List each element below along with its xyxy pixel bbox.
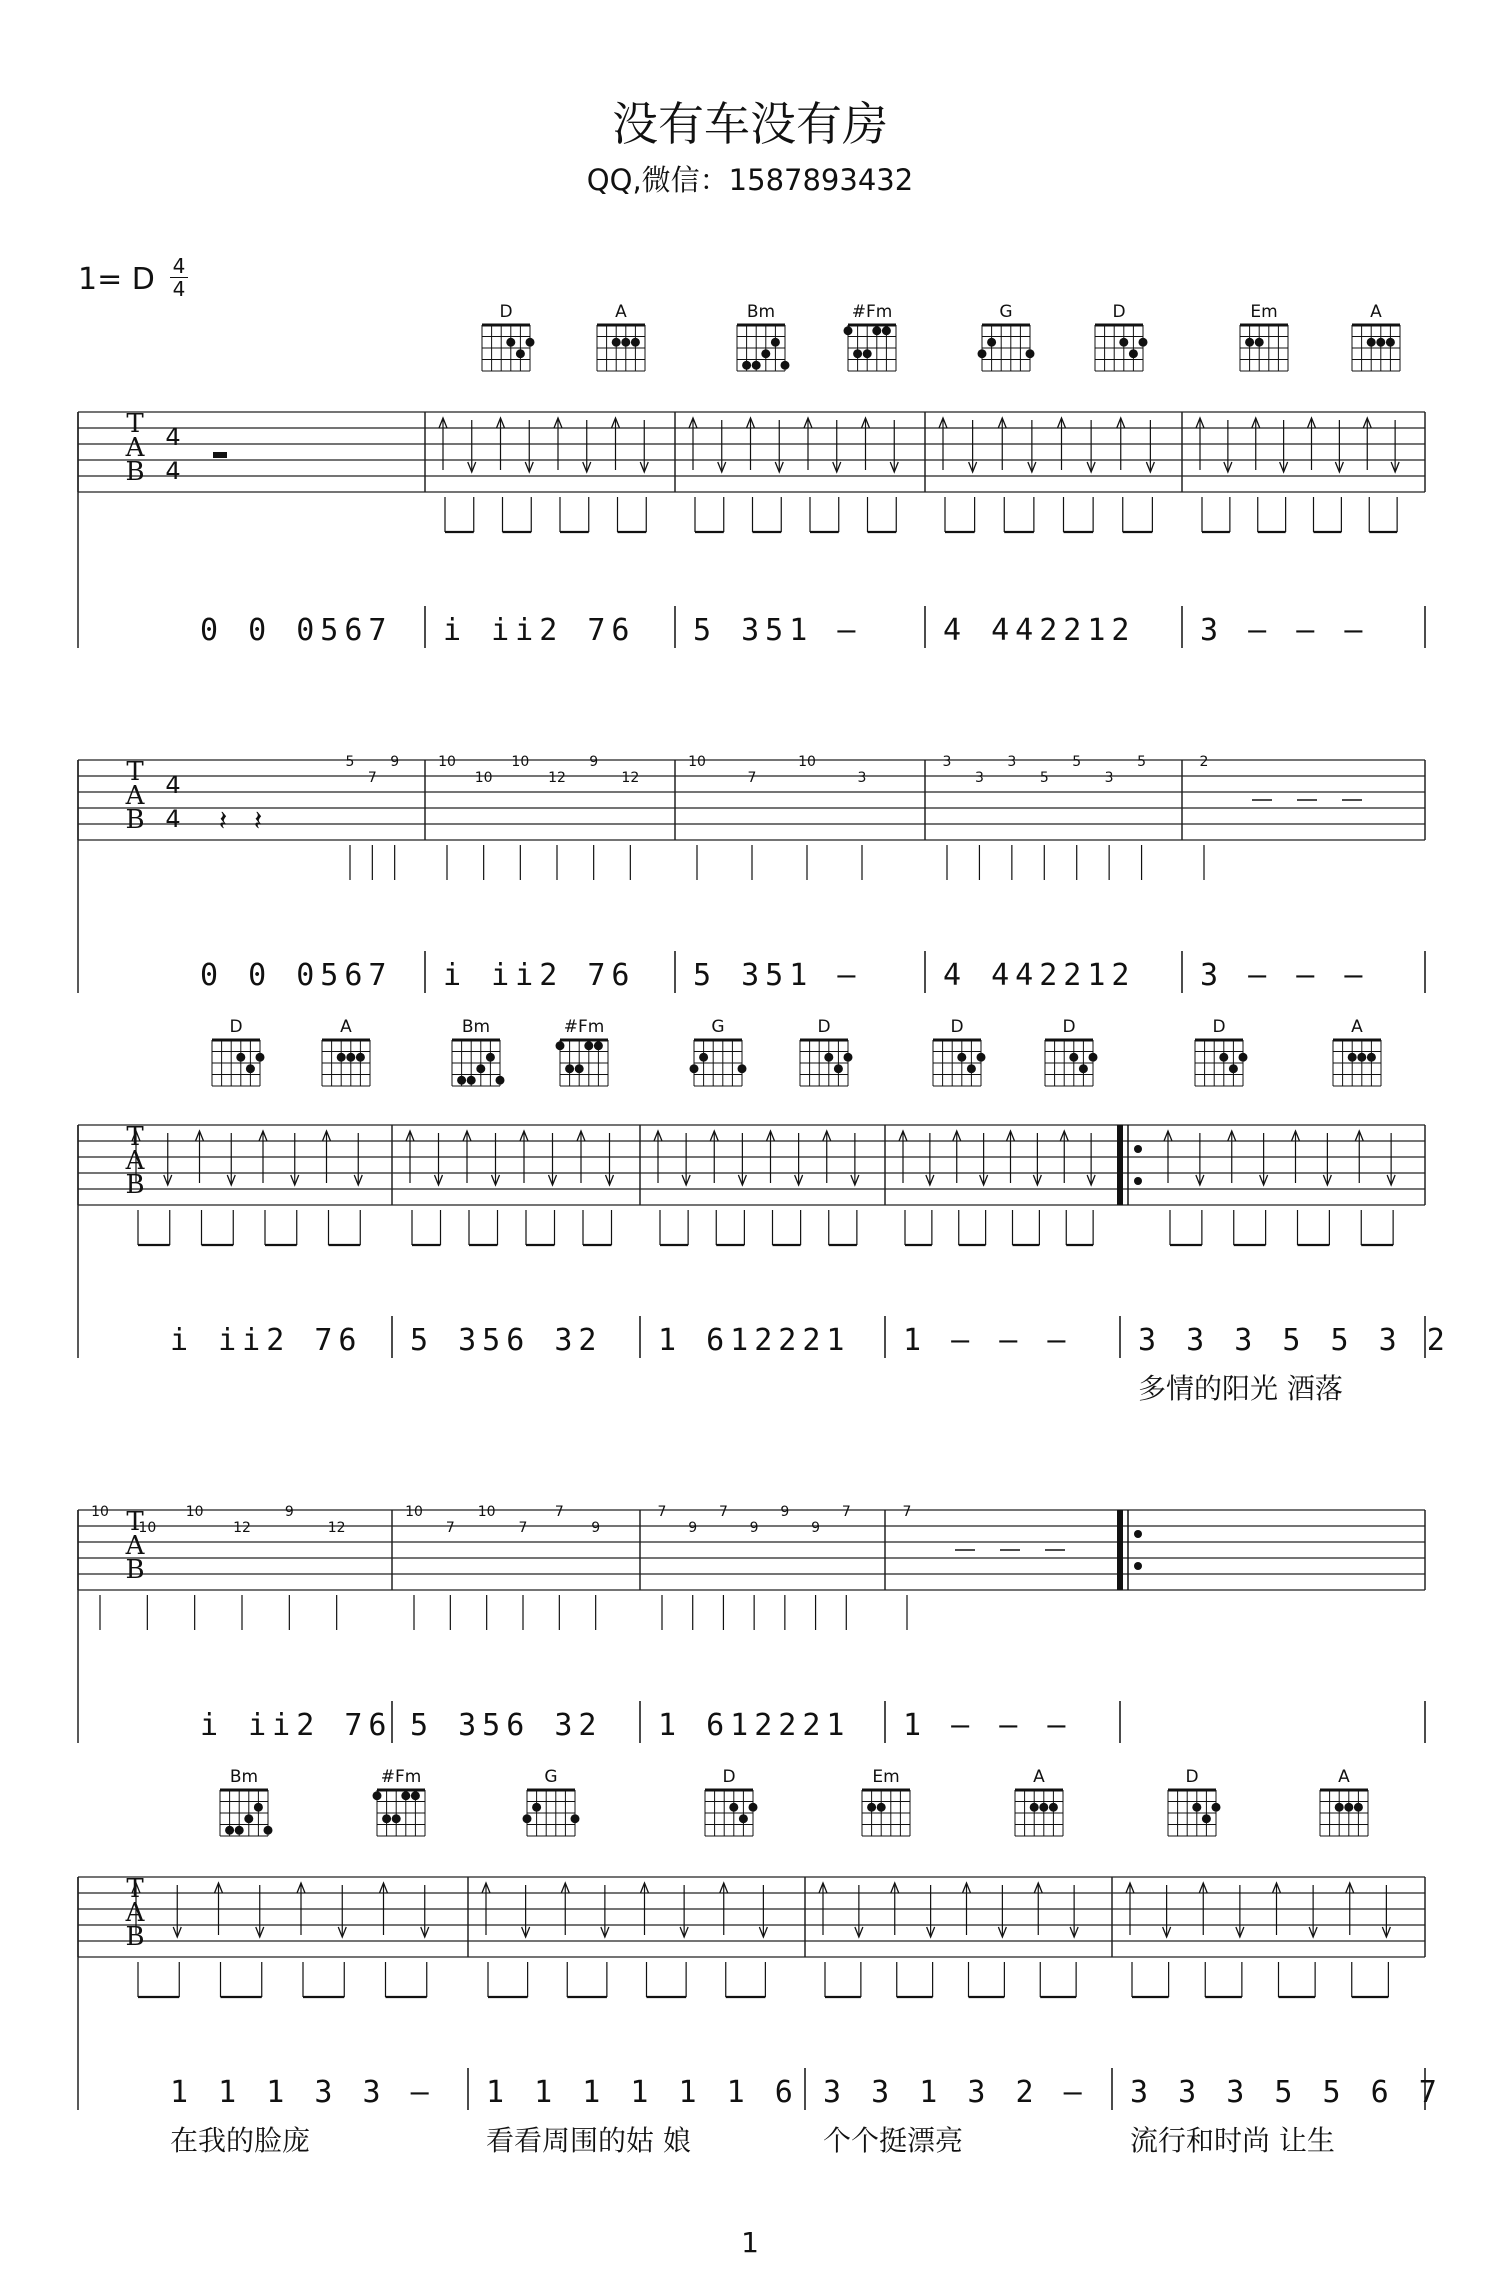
chord-name: D: [1062, 1017, 1076, 1037]
chord-dot: [1030, 1803, 1039, 1812]
jianpu-measure: 1 612221: [658, 1323, 851, 1358]
fret-number: 10: [474, 770, 493, 786]
chord-dot: [699, 1053, 708, 1062]
chord-dot: [594, 1041, 603, 1050]
chord-diagram-8: [1195, 1040, 1248, 1086]
chord-dot: [1367, 1053, 1376, 1062]
tab-letter: T: [126, 757, 144, 787]
chord-dot: [236, 1053, 245, 1062]
chord-dot: [1079, 1064, 1088, 1073]
chord-dot: [1129, 349, 1138, 358]
chord-dot: [749, 1803, 758, 1812]
chord-dot: [1367, 338, 1376, 347]
jianpu-measure: 1 – – –: [903, 1323, 1072, 1358]
jianpu-measure: 3 3 3 5 5 6 7: [1130, 2075, 1443, 2110]
fret-number: 7: [445, 1520, 455, 1536]
chord-name: G: [711, 1017, 725, 1037]
chord-dot: [571, 1814, 580, 1823]
chord-diagram-0: [482, 325, 535, 371]
jianpu-measure: 1 1 1 3 3 –: [170, 2075, 435, 2110]
chord-dot: [882, 326, 891, 335]
chord-dot: [1239, 1053, 1248, 1062]
chord-dot: [225, 1826, 234, 1835]
chord-dot: [621, 338, 630, 347]
repeat-dot: [1134, 1145, 1142, 1153]
time-signature-bottom: 4: [172, 277, 186, 301]
fret-number: 7: [902, 1504, 912, 1520]
chord-diagram-4: [978, 325, 1035, 371]
chord-name: #Fm: [563, 1017, 605, 1037]
chord-dot: [457, 1076, 466, 1085]
jianpu-measure: 5 356 32: [410, 1323, 603, 1358]
chord-name: G: [544, 1767, 558, 1787]
chord-diagram-4: [862, 1790, 910, 1836]
fret-number: 10: [405, 1504, 423, 1520]
tab-letter: A: [125, 1146, 145, 1176]
jianpu-measure: 0 0 0567: [200, 958, 393, 993]
chord-dot: [1212, 1803, 1221, 1812]
chord-dot: [612, 338, 621, 347]
chord-name: D: [722, 1767, 736, 1787]
chord-dot: [1245, 338, 1254, 347]
chord-diagram-5: [1095, 325, 1148, 371]
chord-dot: [824, 1053, 833, 1062]
chord-dot: [967, 1064, 976, 1073]
chord-dot: [844, 326, 853, 335]
chord-dot: [1119, 338, 1128, 347]
chord-name: A: [1370, 302, 1382, 322]
fret-number: 5: [1137, 754, 1147, 770]
chord-dot: [584, 1041, 593, 1050]
fret-number: 3: [1007, 754, 1017, 770]
chord-dot: [565, 1064, 574, 1073]
chord-dot: [1139, 338, 1148, 347]
tab-letter: T: [126, 1122, 144, 1152]
chord-dot: [244, 1814, 253, 1823]
chord-dot: [523, 1814, 532, 1823]
chord-name: Bm: [229, 1767, 259, 1787]
chord-name: #Fm: [380, 1767, 422, 1787]
chord-dot: [781, 361, 790, 370]
chord-diagram-0: [220, 1790, 273, 1836]
chord-dot: [761, 349, 770, 358]
fret-number: 9: [284, 1504, 294, 1520]
chord-dot: [235, 1826, 244, 1835]
chord-dot: [392, 1814, 401, 1823]
chord-dot: [1026, 349, 1035, 358]
jianpu-measure: 3 3 1 3 2 –: [823, 2075, 1088, 2110]
chord-dot: [1376, 338, 1385, 347]
chord-name: A: [1338, 1767, 1350, 1787]
fret-number: 5: [345, 754, 355, 770]
tab-time-top: 4: [165, 423, 181, 451]
chord-dot: [877, 1803, 886, 1812]
tab-letter: A: [125, 781, 145, 811]
fret-number: 5: [1039, 770, 1049, 786]
chord-name: D: [1112, 302, 1126, 322]
page-title: 没有车没有房: [612, 97, 888, 151]
chord-dot: [987, 338, 996, 347]
fret-number: 10: [91, 1504, 109, 1520]
lyric-line: 流行和时尚 让生: [1130, 2124, 1335, 2157]
chord-diagram-3: [705, 1790, 758, 1836]
chord-name: #Fm: [851, 302, 893, 322]
chord-dot: [872, 326, 881, 335]
chord-diagram-5: [800, 1040, 853, 1086]
chord-dot: [631, 338, 640, 347]
fret-number: 7: [554, 1504, 564, 1520]
tab-letter: B: [125, 1922, 145, 1952]
chord-dot: [496, 1076, 505, 1085]
strum-pattern-5: [132, 1883, 1390, 1997]
fret-number: 10: [511, 754, 530, 770]
chord-dot: [742, 361, 751, 370]
chord-dot: [373, 1791, 382, 1800]
tab-letter: B: [125, 805, 145, 835]
chord-dot: [1354, 1803, 1363, 1812]
fret-number: 2: [1199, 754, 1209, 770]
tab-time-bottom: 4: [165, 805, 181, 833]
chord-dot: [1348, 1053, 1357, 1062]
time-signature-top: 4: [172, 254, 186, 278]
chord-dot: [254, 1803, 263, 1812]
chord-dot: [738, 1064, 747, 1073]
chord-name: D: [950, 1017, 964, 1037]
fret-number: 5: [1072, 754, 1082, 770]
chord-name: G: [999, 302, 1013, 322]
chord-dot: [337, 1053, 346, 1062]
chord-name: A: [1033, 1767, 1045, 1787]
chord-dot: [1255, 338, 1264, 347]
chord-diagram-5: [1015, 1790, 1063, 1836]
chord-dot: [1219, 1053, 1228, 1062]
chord-name: Em: [1250, 302, 1278, 322]
jianpu-measure: 0 0 0567: [200, 613, 393, 648]
page-subtitle: QQ,微信：1587893432: [586, 163, 914, 197]
jianpu-measure: 4 442212: [943, 958, 1136, 993]
fret-number: 9: [589, 754, 599, 770]
chord-dot: [1386, 338, 1395, 347]
chord-name: D: [499, 302, 513, 322]
chord-dot: [476, 1064, 485, 1073]
chord-dot: [771, 338, 780, 347]
chord-dot: [1344, 1803, 1353, 1812]
tab-staff-3: [78, 1125, 1425, 1205]
fret-number: 7: [367, 770, 377, 786]
repeat-dot: [1134, 1530, 1142, 1538]
fret-number: 9: [749, 1520, 759, 1536]
chord-dot: [977, 1053, 986, 1062]
chord-dot: [1039, 1803, 1048, 1812]
tab-staff-1: [78, 412, 1425, 492]
jianpu-measure: 1 1 1 1 1 1 6: [486, 2075, 799, 2110]
chord-dot: [1202, 1814, 1211, 1823]
chord-dot: [867, 1803, 876, 1812]
chord-name: D: [229, 1017, 243, 1037]
chord-dot: [834, 1064, 843, 1073]
chord-dot: [690, 1064, 699, 1073]
fret-number: 7: [657, 1504, 667, 1520]
lyric-line: 在我的脸庞: [170, 2124, 311, 2157]
chord-dot: [486, 1053, 495, 1062]
chord-dot: [844, 1053, 853, 1062]
fret-number: 12: [621, 770, 640, 786]
jianpu-measure: i ii2 76: [443, 958, 636, 993]
lyric-line: 看看周围的姑 娘: [486, 2124, 691, 2157]
fret-number: 9: [688, 1520, 698, 1536]
jianpu-measure: 5 351 –: [693, 613, 862, 648]
chord-diagram-2: [737, 325, 790, 371]
chord-name: D: [817, 1017, 831, 1037]
repeat-dot: [1134, 1177, 1142, 1185]
fret-number: 3: [1104, 770, 1114, 786]
tab-time-bottom: 4: [165, 457, 181, 485]
chord-dot: [246, 1064, 255, 1073]
chord-dot: [506, 338, 515, 347]
chord-name: Bm: [461, 1017, 491, 1037]
chord-diagram-6: [933, 1040, 986, 1086]
chord-dot: [556, 1041, 565, 1050]
quarter-rest: 𝄽: [253, 804, 263, 837]
tab-letter: B: [125, 457, 145, 487]
strum-pattern-3: [132, 1131, 1395, 1245]
fret-number: 7: [841, 1504, 851, 1520]
fret-number: 9: [780, 1504, 790, 1520]
fret-number: 10: [185, 1504, 204, 1520]
chord-dot: [1049, 1803, 1058, 1812]
chord-diagram-7: [1320, 1790, 1368, 1836]
chord-diagram-3: [844, 325, 897, 371]
jianpu-measure: i ii2 76: [200, 1708, 393, 1743]
tab-letter: T: [126, 409, 144, 439]
fret-number: 7: [718, 1504, 728, 1520]
fret-number: 10: [477, 1504, 496, 1520]
chord-dot: [729, 1803, 738, 1812]
lyric-line: 多情的阳光 酒落: [1138, 1372, 1343, 1405]
tab-letter: T: [126, 1874, 144, 1904]
tab-letter: A: [125, 433, 145, 463]
tab-letter: B: [125, 1170, 145, 1200]
chord-dot: [264, 1826, 273, 1835]
chord-dot: [853, 349, 862, 358]
chord-diagram-1: [597, 325, 645, 371]
jianpu-measure: 3 – – –: [1200, 958, 1369, 993]
quarter-rest: 𝄽: [218, 804, 228, 837]
chord-diagram-6: [1168, 1790, 1221, 1836]
chord-dot: [346, 1053, 355, 1062]
fret-number: 9: [591, 1520, 601, 1536]
strum-pattern-1: [439, 418, 1399, 532]
jianpu-measure: 4 442212: [943, 613, 1136, 648]
chord-dot: [1335, 1803, 1344, 1812]
lyric-line: 个个挺漂亮: [823, 2124, 964, 2157]
chord-dot: [467, 1076, 476, 1085]
fret-number: 3: [857, 770, 867, 786]
chord-dot: [739, 1814, 748, 1823]
chord-diagram-1: [373, 1790, 426, 1836]
fret-number: 9: [390, 754, 400, 770]
chord-dot: [957, 1053, 966, 1062]
chord-name: A: [1351, 1017, 1363, 1037]
tab-staff-5: [78, 1877, 1425, 1957]
chord-diagram-0: [212, 1040, 265, 1086]
jianpu-measure: 1 – – –: [903, 1708, 1072, 1743]
fret-number: 10: [138, 1520, 157, 1536]
chord-dot: [516, 349, 525, 358]
chord-name: D: [1185, 1767, 1199, 1787]
chord-diagram-6: [1240, 325, 1288, 371]
fret-number: 12: [327, 1520, 346, 1536]
chord-dot: [1229, 1064, 1238, 1073]
tab-letter: B: [125, 1555, 145, 1585]
fret-number: 10: [438, 754, 456, 770]
jianpu-measure: i ii2 76: [170, 1323, 363, 1358]
jianpu-measure: 1 612221: [658, 1708, 851, 1743]
fret-number: 12: [233, 1520, 251, 1536]
chord-name: Bm: [746, 302, 776, 322]
chord-dot: [1089, 1053, 1098, 1062]
chord-name: D: [1212, 1017, 1226, 1037]
chord-dot: [575, 1064, 584, 1073]
jianpu-measure: 3 3 3 5 5 3 2: [1138, 1323, 1451, 1358]
chord-name: Em: [872, 1767, 900, 1787]
chord-dot: [356, 1053, 365, 1062]
chord-diagram-2: [452, 1040, 505, 1086]
fret-number: 12: [548, 770, 566, 786]
chord-dot: [1357, 1053, 1366, 1062]
fret-number: 3: [942, 754, 952, 770]
chord-diagram-7: [1352, 325, 1400, 371]
chord-dot: [526, 338, 535, 347]
chord-diagram-1: [322, 1040, 370, 1086]
tab-letter: A: [125, 1898, 145, 1928]
chord-name: A: [340, 1017, 352, 1037]
chord-dot: [382, 1814, 391, 1823]
chord-diagram-7: [1045, 1040, 1098, 1086]
chord-dot: [863, 349, 872, 358]
chord-diagram-4: [690, 1040, 747, 1086]
jianpu-measure: 5 356 32: [410, 1708, 603, 1743]
chord-dot: [978, 349, 987, 358]
chord-name: A: [615, 302, 627, 322]
tab-letter: A: [125, 1531, 145, 1561]
fret-number: 10: [688, 754, 706, 770]
jianpu-measure: i ii2 76: [443, 613, 636, 648]
page-number: 1: [741, 2226, 759, 2259]
chord-dot: [256, 1053, 265, 1062]
whole-rest: [213, 452, 227, 458]
tab-letter: T: [126, 1507, 144, 1537]
chord-dot: [401, 1791, 410, 1800]
chord-diagram-3: [556, 1040, 609, 1086]
jianpu-measure: 5 351 –: [693, 958, 862, 993]
chord-dot: [1192, 1803, 1201, 1812]
chord-diagram-2: [523, 1790, 580, 1836]
chord-dot: [752, 361, 761, 370]
tab-time-top: 4: [165, 771, 181, 799]
key-signature: 1= D: [78, 262, 155, 297]
chord-diagram-9: [1333, 1040, 1381, 1086]
chord-dot: [411, 1791, 420, 1800]
fret-number: 7: [518, 1520, 528, 1536]
fret-number: 3: [974, 770, 984, 786]
chord-dot: [532, 1803, 541, 1812]
fret-number: 7: [747, 770, 757, 786]
fret-number: 9: [811, 1520, 821, 1536]
jianpu-measure: 3 – – –: [1200, 613, 1369, 648]
chord-dot: [1069, 1053, 1078, 1062]
fret-number: 10: [798, 754, 816, 770]
repeat-dot: [1134, 1562, 1142, 1570]
